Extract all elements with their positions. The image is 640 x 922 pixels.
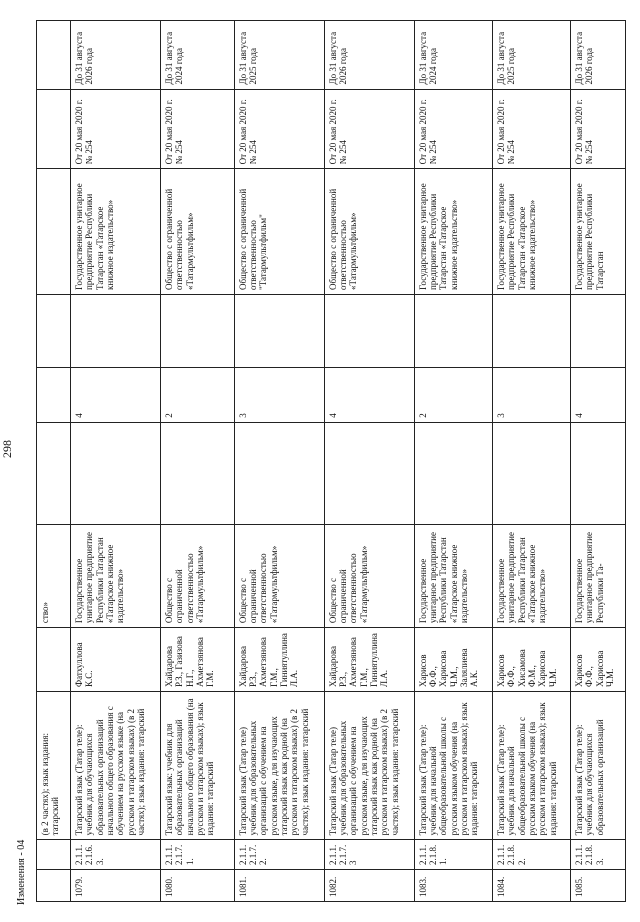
row-authors: Фатхуллова К.С. [70,628,160,692]
row-term: До 31 августа 2026 года [571,21,626,90]
row-empty-1 [324,422,414,525]
row-order: От 20 мая 2020 г. № 254 [234,89,324,169]
row-term: До 31 августа 2024 года [414,21,492,90]
textbook-list-table [36,20,626,902]
row-authors: Харисов Ф.Ф., Харисова Ч.М. [571,628,626,692]
row-term: До 31 августа 2024 года [160,21,234,90]
row-publisher: Общество с ограниченной ответственностью «Татармультфильм» [324,525,414,628]
footer-changes-note: Изменения - 04 [16,839,27,905]
row-grade: 3 [492,367,570,422]
row-empty-2 [571,294,626,367]
row-publisher: ство» [37,525,71,628]
row-term: До 31 августа 2026 года [324,21,414,90]
row-title: Татарский язык: учебник для образовательных организаций начального общего образования (на русском и татарском языках); язык издания: татарский [160,692,234,840]
row-title: Татарский язык (Татар теле) учебник для образовательных организаций с обучением на русском языке, для изучающих татарский язык как родной (на русском и татарском языках) (в 2 частях); язык издания: татарский [234,692,324,840]
row-grade: 4 [571,367,626,422]
row-organization: Общество с ограниченной ответственностью «Татармультфильм» [324,169,414,295]
table-row [492,21,570,902]
row-title: Татарский язык (Татар теле): учебник для обучающихся образовательных организаций начального общего образования с обучением на русском языке (на русском и татарском языках) (в 2 частях); язык издания: татарский [70,692,160,840]
row-authors: Хайдарова Р.З., Ахметзянова Г.М., Гиниятуллина Л.А. [324,628,414,692]
row-empty-2 [160,294,234,367]
row-empty-1 [37,422,71,525]
row-code: 2.1.1.2.1.7.1. [160,840,234,870]
row-grade: 2 [160,367,234,422]
row-number: 1080. [160,870,234,902]
row-publisher: Государственное унитарное предприятие Республики Та- [571,525,626,628]
row-number [37,870,71,902]
row-grade: 4 [70,367,160,422]
row-number: 1079. [70,870,160,902]
row-empty-1 [160,422,234,525]
row-empty-1 [70,422,160,525]
table-row [37,21,71,902]
row-title: Татарский язык (Татар теле): учебник для начальной общеобразовательной школы с русским языком обучения (на русском и татарском языках); язык издания: татарский [414,692,492,840]
table-row [234,21,324,902]
row-order: От 20 мая 2020 г. № 254 [492,89,570,169]
row-empty-1 [492,422,570,525]
row-code: 2.1.1.2.1.7.2. [234,840,324,870]
row-term: До 31 августа 2025 года [234,21,324,90]
row-order [37,89,71,169]
table-row [571,21,626,902]
row-term: До 31 августа 2025 года [492,21,570,90]
row-organization: Государственное унитарное предприятие Республики Татарстан «Татарское книжное издательство» [414,169,492,295]
row-publisher: Общество с ограниченной ответственностью «Татармультфильм» [234,525,324,628]
row-empty-1 [571,422,626,525]
table-row [324,21,414,902]
row-organization [37,169,71,295]
table-row [70,21,160,902]
row-term [37,21,71,90]
row-empty-2 [37,294,71,367]
row-empty-2 [324,294,414,367]
row-organization: Государственное унитарное предприятие Республики Татарстан «Татарское книжное издательство» [70,169,160,295]
row-number: 1083. [414,870,492,902]
row-order: От 20 мая 2020 г. № 254 [160,89,234,169]
row-publisher: Общество с ограниченной ответственностью «Татармультфильм» [160,525,234,628]
row-code: 2.1.1.2.1.8.3. [571,840,626,870]
row-publisher: Государственное унитарное предприятие Республики Татарстан «Татарское книжное издательство» [492,525,570,628]
row-code: 2.1.1.2.1.6.3. [70,840,160,870]
row-order: От 20 мая 2020 г. № 254 [571,89,626,169]
row-order: От 20 мая 2020 г. № 254 [414,89,492,169]
row-grade: 3 [234,367,324,422]
row-number: 1084. [492,870,570,902]
table-row [414,21,492,902]
row-order: От 20 мая 2020 г. № 254 [70,89,160,169]
row-grade: 4 [324,367,414,422]
row-organization: Общество с ограниченной ответственностью "Татармультфильм" [234,169,324,295]
row-empty-2 [70,294,160,367]
row-organization: Государственное унитарное предприятие Республики Татарстан «Татарское книжное издательство» [492,169,570,295]
row-empty-1 [414,422,492,525]
row-title: Татарский язык (Татар теле) учебник для образовательных организаций с обучением на русском языке, для изучающих татарский язык как родной (на русском и татарском языках) (в 2 частях); язык издания: татарский [324,692,414,840]
row-empty-2 [492,294,570,367]
row-authors: Харисов Ф.Ф., Хисамова Ф.М., Харисова Ч.М. [492,628,570,692]
row-organization: Общество с ограниченной ответственностью «Татармультфильм» [160,169,234,295]
row-authors: Хайдарова Р.З., Газизова Н.Г., Ахметзянова Г.М. [160,628,234,692]
row-grade: 2 [414,367,492,422]
row-term: До 31 августа 2026 года [70,21,160,90]
row-authors: Харисов Ф.Ф., Харисова Ч.М., Залялиева А.К. [414,628,492,692]
row-number: 1085. [571,870,626,902]
row-publisher: Государственное унитарное предприятие Республики Татарстан «Татарское книжное издательство» [414,525,492,628]
row-code [37,840,71,870]
row-code: 2.1.1.2.1.8.2. [492,840,570,870]
row-authors [37,628,71,692]
row-publisher: Государственное унитарное предприятие Республики Татарстан «Татарское книжное издательство» [70,525,160,628]
row-title: Татарский язык (Татар теле): учебник для начальной общеобразовательной школы с русским языком обучения (на русском и татарском языках); язык издания: татарский [492,692,570,840]
row-title: Татарский язык (Татар теле): учебник для обучающихся образовательных организаций [571,692,626,840]
row-title: (в 2 частях); язык издания: татарский [37,692,71,840]
row-empty-1 [234,422,324,525]
page-number: 298 [0,440,14,458]
row-order: От 20 мая 2020 г. № 254 [324,89,414,169]
row-authors: Хайдарова Р.З., Ахметзянова Г.М., Гиниятуллина Л.А. [234,628,324,692]
row-number: 1082. [324,870,414,902]
row-grade [37,367,71,422]
row-organization: Государственное унитарное предприятие Республики Татарстан [571,169,626,295]
row-empty-2 [234,294,324,367]
row-code: 2.1.1.2.1.7.3 [324,840,414,870]
row-code: 2.1.1.2.1.8.1. [414,840,492,870]
row-number: 1081. [234,870,324,902]
row-empty-2 [414,294,492,367]
table-row [160,21,234,902]
